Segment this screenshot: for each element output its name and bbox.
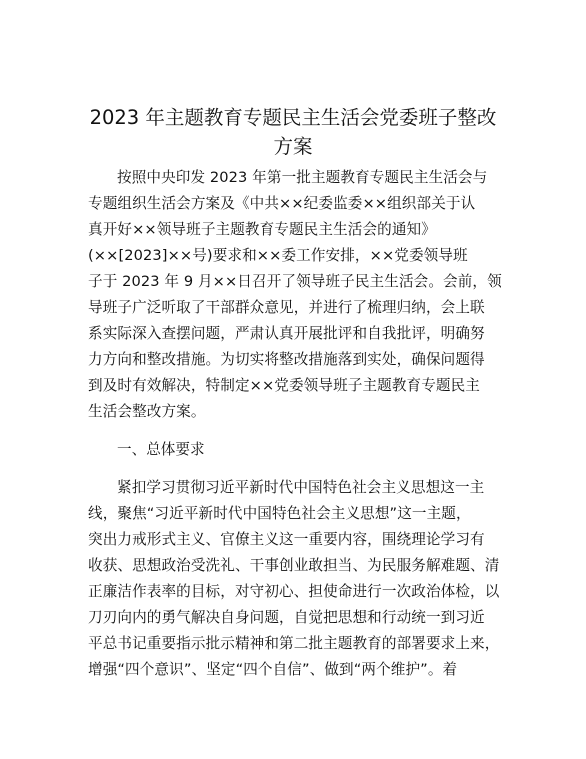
paragraph-1-line: 系实际深入查摆问题，严肃认真开展批评和自我批评，明确努 <box>88 325 485 342</box>
document-title-line-1: 2023 年主题教育专题民主生活会党委班子整改 <box>89 106 497 129</box>
paragraph-1-line: 到及时有效解决，特制定××党委领导班子主题教育专题民主 <box>88 377 481 394</box>
paragraph-2-line: 紧扣学习贯彻习近平新时代中国特色社会主义思想这一主 <box>117 479 485 496</box>
paragraph-1-line: 专题组织生活会方案及《中共××纪委监委××组织部关于认 <box>88 195 476 212</box>
paragraph-1-line: (××[2023]××号)要求和××委工作安排，××党委领导班 <box>88 247 468 264</box>
paragraph-2-line: 刀刃向内的勇气解决自身问题，自觉把思想和行动统一到习近 <box>88 609 485 626</box>
paragraph-2-line: 增强“四个意识”、坚定“四个自信”、做到“两个维护”。着 <box>88 661 458 678</box>
paragraph-2-line: 突出力戒形式主义、官僚主义这一重要内容，围绕理论学习有 <box>88 531 485 548</box>
paragraph-1-line: 子于 2023 年 9 月××日召开了领导班子民主生活会。会前，领 <box>88 273 502 290</box>
paragraph-2-line: 收获、思想政治受洗礼、干事创业敢担当、为民服务解难题、清 <box>88 557 500 574</box>
paragraph-1-line: 生活会整改方案。 <box>88 403 206 420</box>
paragraph-2-line: 正廉洁作表率的目标，对守初心、担使命进行一次政治体检，以 <box>88 583 500 600</box>
paragraph-1-line: 按照中央印发 2023 年第一批主题教育专题民主生活会与 <box>117 169 488 186</box>
paragraph-1-line: 力方向和整改措施。为切实将整改措施落到实处，确保问题得 <box>88 351 485 368</box>
paragraph-1-line: 真开好××领导班子主题教育专题民主生活会的通知》 <box>88 221 436 238</box>
paragraph-2-line: 线，聚焦“习近平新时代中国特色社会主义思想”这一主题， <box>88 505 471 522</box>
document-title-line-2: 方案 <box>273 135 313 158</box>
paragraph-2-line: 平总书记重要指示批示精神和第二批主题教育的部署要求上来， <box>88 635 500 652</box>
paragraph-1-line: 导班子广泛听取了干部群众意见，并进行了梳理归纳，会上联 <box>88 299 485 316</box>
section-heading-general-requirements: 一、总体要求 <box>117 441 205 458</box>
